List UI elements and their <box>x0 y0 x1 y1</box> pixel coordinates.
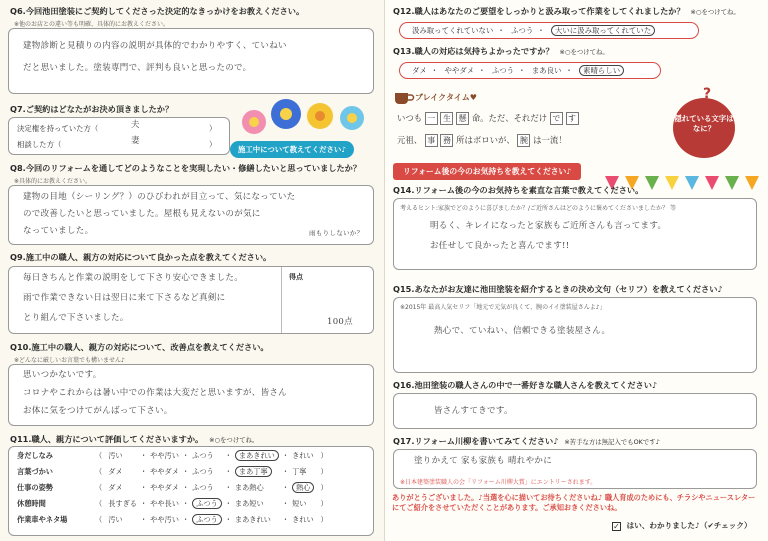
q14-answer-line-1: 明るく、キレイになったと家族もご近所さんも言ってます。 <box>430 221 667 231</box>
q14-title: Q14.リフォーム後の今のお気持ちを素直な言葉で教えてください。 <box>393 185 644 195</box>
break-box-2: 生 <box>440 112 453 125</box>
q7-row1-paren: ） <box>209 124 217 133</box>
q11-option-cell <box>105 464 140 480</box>
q11-option-cell <box>105 480 140 496</box>
q11-paren-close: ） <box>320 451 328 460</box>
q17-note: ※苦手な方は無記入でもOKです♪ <box>564 438 660 446</box>
q11-option[interactable]: 熱心 <box>292 482 314 493</box>
flag-icon <box>705 176 719 190</box>
q11-option[interactable]: やや汚い <box>150 451 179 460</box>
q7-row2-label: 相談した方（ <box>17 140 62 149</box>
q13-option-3[interactable]: まあ良い <box>531 66 562 75</box>
q6-answer-line-1: 建物診断と見積りの内容の説明が具体的でわかりやすく、ていねい <box>23 41 287 51</box>
q11-option-cell <box>189 496 225 512</box>
q10-answer-box[interactable] <box>8 364 374 426</box>
q11-row-label: 仕事の姿勢 <box>17 483 53 492</box>
q15-hint: ※2015年 最高人気セリフ「地元で元気が良くて、腕のイイ塗装屋さんよ♪」 <box>400 304 606 311</box>
hidden-character-badge: 隠れている文字はなに？ <box>673 98 735 158</box>
q11-paren-close: ） <box>320 499 328 508</box>
q11-option[interactable]: 長すぎる <box>108 499 137 508</box>
after-reform-band: リフォーム後の今のお気持ちを教えてください♪ <box>393 163 581 180</box>
q13-option-2[interactable]: ふつう <box>491 66 515 75</box>
q11-rating-row <box>14 496 331 512</box>
q17-sub: ※日本建築塗装職人の会「リフォーム川柳大賞」にエントリーされます。 <box>400 479 597 486</box>
q10-note: ※どんなに厳しいお言葉でも構いません♪ <box>14 357 125 364</box>
q11-option-cell <box>232 512 282 528</box>
q11-separator: ・ <box>139 499 148 508</box>
q9-answer-line-1: 毎日きちんと作業の説明をして下さり安心できました。 <box>23 273 244 283</box>
q11-separator: ・ <box>181 515 190 524</box>
q11-option-cell <box>232 496 282 512</box>
q8-answer-line-2: ので改善したいと思っていました。屋根も見えないのが気に <box>23 209 261 219</box>
break-box-8: 腕 <box>517 134 530 147</box>
q11-option[interactable]: まあ熱心 <box>234 483 264 492</box>
q15-answer-box[interactable] <box>393 297 757 373</box>
q11-option[interactable]: まあ短い <box>234 499 264 508</box>
q11-option-cell <box>147 464 182 480</box>
q7-row2-value: 妻 <box>131 136 140 146</box>
q9-score-divider <box>281 267 282 333</box>
q11-option-cell <box>289 512 317 528</box>
q11-separator: ・ <box>139 451 148 460</box>
q11-paren-close: ） <box>320 515 328 524</box>
q13-note: ※○をつけてね。 <box>559 48 609 56</box>
q11-option-cell <box>189 464 225 480</box>
q11-row-label: 言葉づかい <box>17 467 53 476</box>
q11-separator: ・ <box>224 451 232 460</box>
q11-option-cell <box>289 464 317 480</box>
q17-title-text: Q17.リフォーム川柳を書いてみてください♪ <box>393 436 559 446</box>
q11-option-cell <box>189 480 225 496</box>
q11-separator: ・ <box>139 515 148 524</box>
q11-rating-row <box>14 448 331 464</box>
q12-title <box>393 6 740 17</box>
q13-option-1[interactable]: ややダメ <box>444 66 475 75</box>
q11-option-cell <box>189 448 225 464</box>
break-line2-post: は一流！ <box>533 135 567 145</box>
q11-paren-close: ） <box>320 467 328 476</box>
flower-yellow-icon <box>307 103 333 129</box>
q11-title-text: Q11.職人、親方について評価してくださいますか。 <box>10 434 204 444</box>
q11-option[interactable]: やや汚い <box>150 515 179 524</box>
q11-option[interactable]: ダメ <box>108 467 123 476</box>
q8-aside: 雨もりしないか？ <box>309 229 364 237</box>
q17-answer-box[interactable] <box>393 449 757 489</box>
q11-option-cell <box>105 448 140 464</box>
q11-option[interactable]: きれい <box>292 451 314 460</box>
q11-row-label: 作業車やネタ場 <box>17 515 68 524</box>
q12-title-text: Q12.職人はあなたのご要望をしっかりと汲み取って作業をしてくれましたか？ <box>393 6 685 16</box>
flag-icon <box>745 176 759 190</box>
q13-title-text: Q13.職人の対応は気持ちよかったですか？ <box>393 46 554 56</box>
q11-option[interactable]: ふつう <box>192 514 222 525</box>
break-box-6: 事 <box>425 134 438 147</box>
q11-rating-row <box>14 464 331 480</box>
q12-options: 汲み取ってくれていない ・ ふつう ・ 大いに汲み取ってくれていた <box>399 22 699 39</box>
q11-paren-open: （ <box>95 451 103 460</box>
q11-separator: ・ <box>181 451 190 460</box>
q6-title: Q6.今回池田塗装にご契約してくださった決定的なきっかけをお教えください。 <box>10 6 305 16</box>
q13-option-0[interactable]: ダメ <box>412 66 427 75</box>
q11-option[interactable]: まあ丁寧 <box>235 466 272 477</box>
q6-note: ※他のお店との違い等も明確、具体的にお教えください。 <box>14 21 170 28</box>
q11-separator: ・ <box>281 499 290 508</box>
flag-icon <box>645 176 659 190</box>
q6-answer-box[interactable] <box>8 28 374 94</box>
flower-blue-icon <box>271 99 301 129</box>
q13-options: ダメ ・ ややダメ ・ ふつう ・ まあ良い ・ 素晴らしい <box>399 62 661 79</box>
q9-score-label: 得点 <box>289 273 303 281</box>
q11-option-cell <box>147 480 182 496</box>
q11-option[interactable]: まあきれい <box>234 515 271 524</box>
q11-note: ※○をつけてね。 <box>209 436 259 444</box>
q14-answer-box[interactable] <box>393 198 757 270</box>
construction-speech-bubble: 施工中について教えてください♪ <box>230 141 354 158</box>
q12-note: ※○をつけてね。 <box>690 8 740 16</box>
q11-option[interactable]: 短い <box>292 499 307 508</box>
q8-answer-line-3: なっていました。 <box>23 226 94 236</box>
q7-row1-value: 夫 <box>131 120 140 130</box>
q11-separator: ・ <box>224 483 232 492</box>
q11-title <box>10 434 258 445</box>
q11-option[interactable]: ふつう <box>192 483 214 492</box>
q11-separator: ・ <box>224 499 232 508</box>
footer-text: ありがとうございました。♪当選を心に描いてお待ちくださいね♪ 職人育成のためにも、チラシやニュースレターにてご紹介をさせていただくことがあります。ご承知おきくださいね。 <box>392 493 756 512</box>
q8-answer-box[interactable] <box>8 185 374 245</box>
break-box-7: 務 <box>440 134 453 147</box>
q11-option[interactable]: ややダメ <box>150 483 179 492</box>
q11-separator: ・ <box>281 451 290 460</box>
question-mark-icon: ? <box>703 86 712 102</box>
coffee-cup-icon <box>393 88 415 106</box>
q9-answer-line-3: とり組んで下さいました。 <box>23 313 129 323</box>
q11-separator: ・ <box>224 467 232 476</box>
break-line-2 <box>397 134 567 147</box>
right-page <box>384 0 768 541</box>
q13-title <box>393 46 609 57</box>
q9-title: Q9.施工中の職人、親方の対応について良かった点を教えてください。 <box>10 252 272 262</box>
q11-paren-close: ） <box>320 483 328 492</box>
q11-option-cell <box>289 480 317 496</box>
q11-separator: ・ <box>281 515 290 524</box>
q9-answer-line-2: 雨で作業できない日は翌日に来て下さるなど真剣に <box>23 293 226 303</box>
break-line-1 <box>397 112 579 125</box>
q11-option[interactable]: やや長い <box>150 499 179 508</box>
q11-separator: ・ <box>139 467 148 476</box>
q14-answer-line-2: お任せして良かったと喜んでます!! <box>430 241 570 251</box>
q11-option-cell <box>232 464 282 480</box>
q12-option-1[interactable]: ふつう <box>511 26 534 35</box>
break-box-4: で <box>550 112 563 125</box>
agree-check-label: はい、わかりました♪（✔チェック） <box>626 521 752 530</box>
q11-option[interactable]: きれい <box>292 515 314 524</box>
break-line2-mid: 所はボロいが、 <box>456 135 515 145</box>
q11-option[interactable]: ダメ <box>108 483 123 492</box>
q11-rating-table <box>14 448 331 528</box>
flower-decoration <box>236 96 376 144</box>
q11-option[interactable]: ふつう <box>192 498 222 509</box>
checkbox-icon[interactable]: ✓ <box>613 521 620 531</box>
q10-answer-line-3: お体に気をつけてがんばって下さい。 <box>23 406 173 416</box>
q13-option-4[interactable]: 素晴らしい <box>579 65 624 76</box>
q7-title: Q7.ご契約はどなたがお決め頂きましたか？ <box>10 104 174 114</box>
flower-pink-icon <box>242 110 266 134</box>
flower-lightblue-icon <box>340 106 364 130</box>
q11-option[interactable]: 汚い <box>108 451 123 460</box>
q10-answer-line-2: コロナやこれからは暑い中での作業は大変だと思いますが、皆さん <box>23 388 288 398</box>
q11-option-cell <box>289 496 317 512</box>
flag-icon <box>665 176 679 190</box>
q11-paren-open: （ <box>95 467 103 476</box>
q7-answer-box[interactable] <box>8 117 230 155</box>
q9-score-value: 100点 <box>327 317 353 327</box>
q11-paren-open: （ <box>95 515 103 524</box>
q11-option-cell <box>232 448 282 464</box>
q6-answer-line-2: だと思いました。塗装専門で、評判も良いと思ったので。 <box>23 63 252 73</box>
q11-option[interactable]: 丁寧 <box>292 467 307 476</box>
q11-option-cell <box>147 512 182 528</box>
q11-row-label: 身だしなみ <box>17 451 53 460</box>
q11-option[interactable]: ふつう <box>192 451 214 460</box>
break-line1-pre: いつも <box>397 113 423 123</box>
q12-option-2[interactable]: 大いに汲み取ってくれていた <box>551 25 655 36</box>
q11-option-cell <box>147 496 182 512</box>
q10-title: Q10.施工中の職人、親方の対応について、改善点を教えてください。 <box>10 342 269 352</box>
q11-separator: ・ <box>139 483 148 492</box>
break-box-1: 一 <box>425 112 438 125</box>
q8-title: Q8.今回のリフォームを通してどのようなことを実現したい・修繕したいと思っていましたか？ <box>10 163 362 173</box>
break-box-5: す <box>566 112 579 125</box>
q11-separator: ・ <box>281 467 290 476</box>
q11-separator: ・ <box>224 515 232 524</box>
q11-separator: ・ <box>181 499 190 508</box>
break-line2-pre: 元祖、 <box>397 135 423 145</box>
q11-row-label: 休憩時間 <box>17 499 46 508</box>
q11-option-cell <box>105 512 140 528</box>
q12-option-0[interactable]: 汲み取ってくれていない <box>412 26 494 35</box>
q8-note: ※具体的にお教えください。 <box>14 178 92 185</box>
q17-title <box>393 436 660 447</box>
agree-check[interactable] <box>612 520 752 531</box>
q15-title: Q15.あなたがお友達に池田塗装を紹介するときの決め文句（セリフ）を教えてください♪ <box>393 284 723 294</box>
q7-row1-label: 決定権を持っていた方（ <box>17 124 99 133</box>
q11-option[interactable]: まあきれい <box>235 450 279 461</box>
q16-answer: 皆さんすてきです。 <box>434 406 513 416</box>
q11-separator: ・ <box>281 483 290 492</box>
q11-option[interactable]: ふつう <box>192 467 214 476</box>
q10-answer-line-1: 思いつかないです。 <box>23 370 102 380</box>
break-line1-mid: 命。ただ、それだけ <box>471 113 548 123</box>
q9-answer-box[interactable] <box>8 266 374 334</box>
q16-title: Q16.池田塗装の職人さんの中で一番好きな職人さんを教えてください♪ <box>393 380 658 390</box>
q11-option-cell <box>105 496 140 512</box>
break-box-3: 懸 <box>456 112 469 125</box>
q7-row2-paren: ） <box>209 140 217 149</box>
q11-option-cell <box>232 480 282 496</box>
q17-answer: 塗りかえて 家も家族も 晴れやかに <box>414 456 553 466</box>
q15-answer: 熱心で、ていねい、信頼できる塗装屋さん。 <box>434 326 611 336</box>
q11-option[interactable]: ややダメ <box>150 467 179 476</box>
flag-icon <box>725 176 739 190</box>
q14-hint: 考えるヒント:家族でどのように喜びましたか？/ご近所さんはどのように褒めてくださいましたか？ 等 <box>400 205 676 212</box>
q11-option-cell <box>289 448 317 464</box>
q11-paren-open: （ <box>95 499 103 508</box>
q11-paren-open: （ <box>95 483 103 492</box>
flag-icon <box>685 176 699 190</box>
break-time-title: ブレイクタイム♥ <box>415 93 477 102</box>
q16-answer-box[interactable] <box>393 393 757 429</box>
q11-rating-row <box>14 512 331 528</box>
q11-separator: ・ <box>181 483 190 492</box>
q8-answer-line-1: 建物の目地（シーリング？）のひびわれが目立って、気になっていた <box>23 192 296 202</box>
q11-option-cell <box>147 448 182 464</box>
q11-option[interactable]: 汚い <box>108 515 123 524</box>
q11-rating-row <box>14 480 331 496</box>
q11-option-cell <box>189 512 225 528</box>
q11-separator: ・ <box>181 467 190 476</box>
